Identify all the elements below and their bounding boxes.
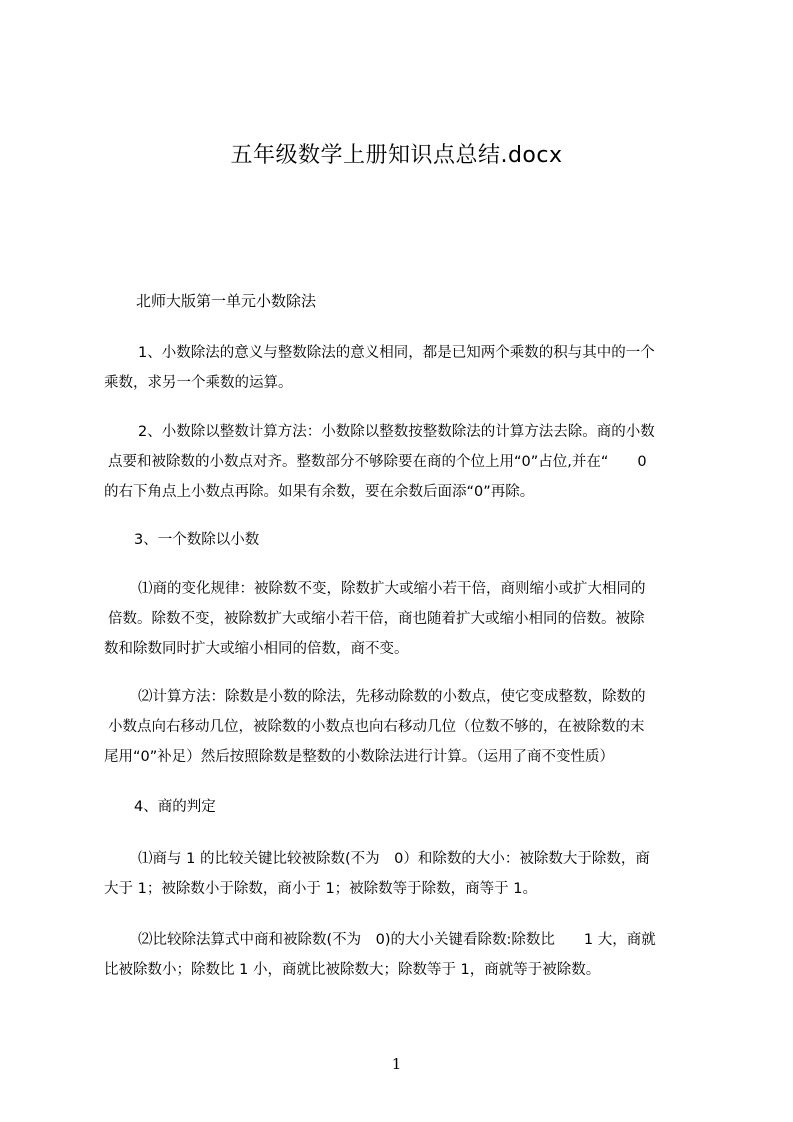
paragraph-line: ⑴商的变化规律：被除数不变，除数扩大或缩小若干倍，商则缩小或扩大相同的	[138, 581, 646, 597]
paragraph-6	[104, 792, 708, 822]
paragraph-3	[104, 525, 708, 555]
paragraph-line: 3、一个数除以小数	[134, 532, 260, 548]
paragraph-line: 比被除数小；除数比 1 小，商就比被除数大；除数等于 1，商就等于被除数。	[104, 962, 601, 978]
paragraph-line: 小数点向右移动几位，被除数的小数点也向右移动几位（位数不够的，在被除数的末	[108, 719, 645, 735]
paragraph-4	[104, 574, 708, 664]
paragraph-line: 2、小数除以整数计算方法：小数除以整数按整数除法的计算方法去除。商的小数	[138, 424, 655, 440]
paragraph-line: ⑵比较除法算式中商和被除数(不为 0)的大小关键看除数:除数比 1 大，商就	[138, 932, 656, 948]
paragraph-line: 的右下角点上小数点再除。如果有余数，要在余数后面添“0”再除。	[104, 484, 535, 500]
document-title: 五年级数学上册知识点总结.docx	[230, 143, 563, 168]
paragraph-line: 大于 1；被除数小于除数，商小于 1；被除数等于除数，商等于 1。	[104, 881, 538, 897]
paragraph-2	[104, 417, 708, 507]
paragraph-line: 数和除数同时扩大或缩小相同的倍数，商不变。	[104, 641, 409, 657]
paragraph-line: ⑴商与 1 的比较关键比较被除数(不为 0）和除数的大小：被除数大于除数，商	[138, 851, 650, 867]
paragraph-line: 4、商的判定	[134, 799, 216, 815]
paragraph-line: 倍数。除数不变，被除数扩大或缩小若干倍，商也随着扩大或缩小相同的倍数。被除	[108, 611, 645, 627]
paragraph-line: 1、小数除法的意义与整数除法的意义相同，都是已知两个乘数的积与其中的一个	[138, 345, 655, 361]
paragraph-line: 尾用“0”补足）然后按照除数是整数的小数除法进行计算。（运用了商不变性质）	[104, 749, 614, 765]
page-number: 1	[391, 1055, 402, 1073]
paragraph-5	[104, 682, 708, 772]
paragraph-8	[104, 925, 708, 985]
paragraph-7	[104, 844, 708, 904]
paragraph-line: ⑵计算方法：除数是小数的除法，先移动除数的小数点，使它变成整数，除数的	[138, 689, 646, 705]
paragraph-1	[104, 338, 708, 398]
paragraph-line: 点要和被除数的小数点对齐。整数部分不够除要在商的个位上用“0”占位,并在“ 0	[108, 454, 647, 470]
paragraph-line: 乘数，求另一个乘数的运算。	[104, 375, 293, 391]
section-heading: 北师大版第一单元小数除法	[136, 292, 317, 310]
